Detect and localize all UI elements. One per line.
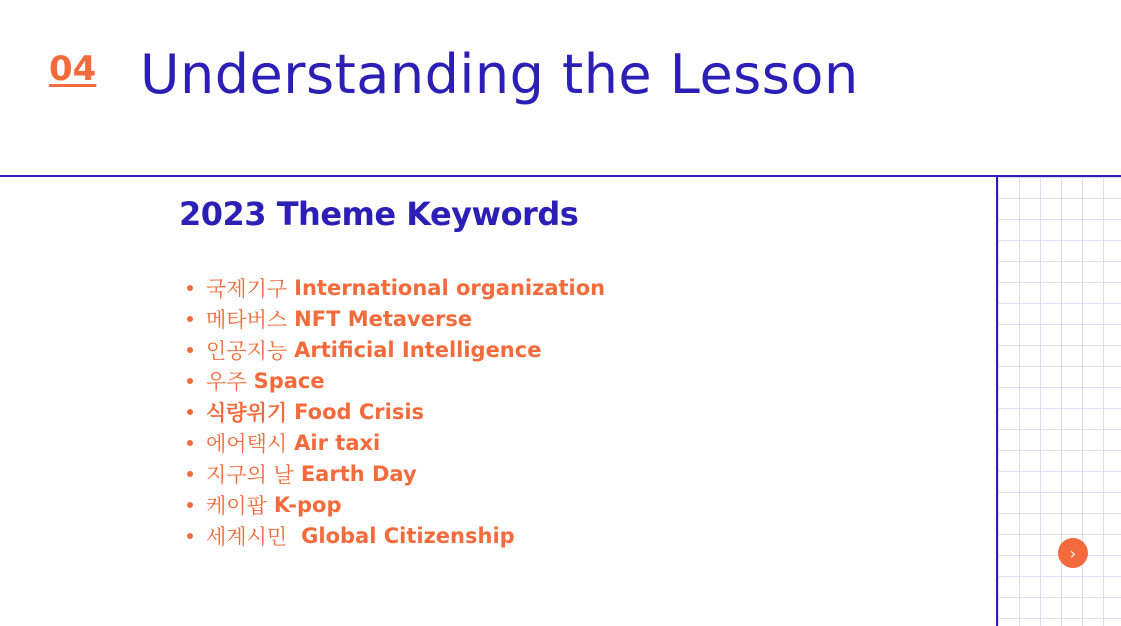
list-item <box>187 334 605 365</box>
keyword-english: Artificial Intelligence <box>294 337 542 362</box>
keyword-list <box>187 272 605 551</box>
list-item <box>187 396 605 427</box>
list-item <box>187 427 605 458</box>
keyword-korean: 식량위기 <box>206 400 288 425</box>
list-item <box>187 489 605 520</box>
list-item <box>187 272 605 303</box>
bullet-icon <box>187 285 193 291</box>
keywords-heading: 2023 Theme Keywords <box>179 195 579 233</box>
keyword-korean: 세계시민 <box>206 524 288 549</box>
keyword-english: K-pop <box>273 492 342 517</box>
keyword-korean: 에어택시 <box>206 431 288 456</box>
keyword-korean: 케이팝 <box>206 493 267 518</box>
slide-title: Understanding the Lesson <box>140 43 859 106</box>
keyword-english: Global Citizenship <box>301 523 515 548</box>
bullet-icon <box>187 533 193 539</box>
keyword-english: Air taxi <box>294 430 381 455</box>
keyword-english: NFT Metaverse <box>294 306 473 331</box>
keyword-english: Earth Day <box>300 461 417 486</box>
list-item <box>187 303 605 334</box>
keyword-korean: 우주 <box>206 369 247 394</box>
bullet-icon <box>187 347 193 353</box>
bullet-icon <box>187 471 193 477</box>
bullet-icon <box>187 316 193 322</box>
next-slide-button[interactable] <box>1058 538 1088 568</box>
keyword-english: Space <box>253 368 325 393</box>
keyword-english: Food Crisis <box>294 399 425 424</box>
bullet-icon <box>187 502 193 508</box>
list-item <box>187 520 605 551</box>
bullet-icon <box>187 378 193 384</box>
keyword-korean: 지구의 날 <box>206 462 294 487</box>
keyword-korean: 메타버스 <box>206 307 288 332</box>
chevron-right-icon: › <box>1069 543 1077 563</box>
list-item <box>187 458 605 489</box>
list-item <box>187 365 605 396</box>
keyword-korean: 인공지능 <box>206 338 288 363</box>
keyword-korean: 국제기구 <box>206 276 288 301</box>
bullet-icon <box>187 409 193 415</box>
section-number: 04 <box>49 49 97 89</box>
bullet-icon <box>187 440 193 446</box>
horizontal-divider <box>0 175 1121 177</box>
keyword-english: International organization <box>294 275 606 300</box>
